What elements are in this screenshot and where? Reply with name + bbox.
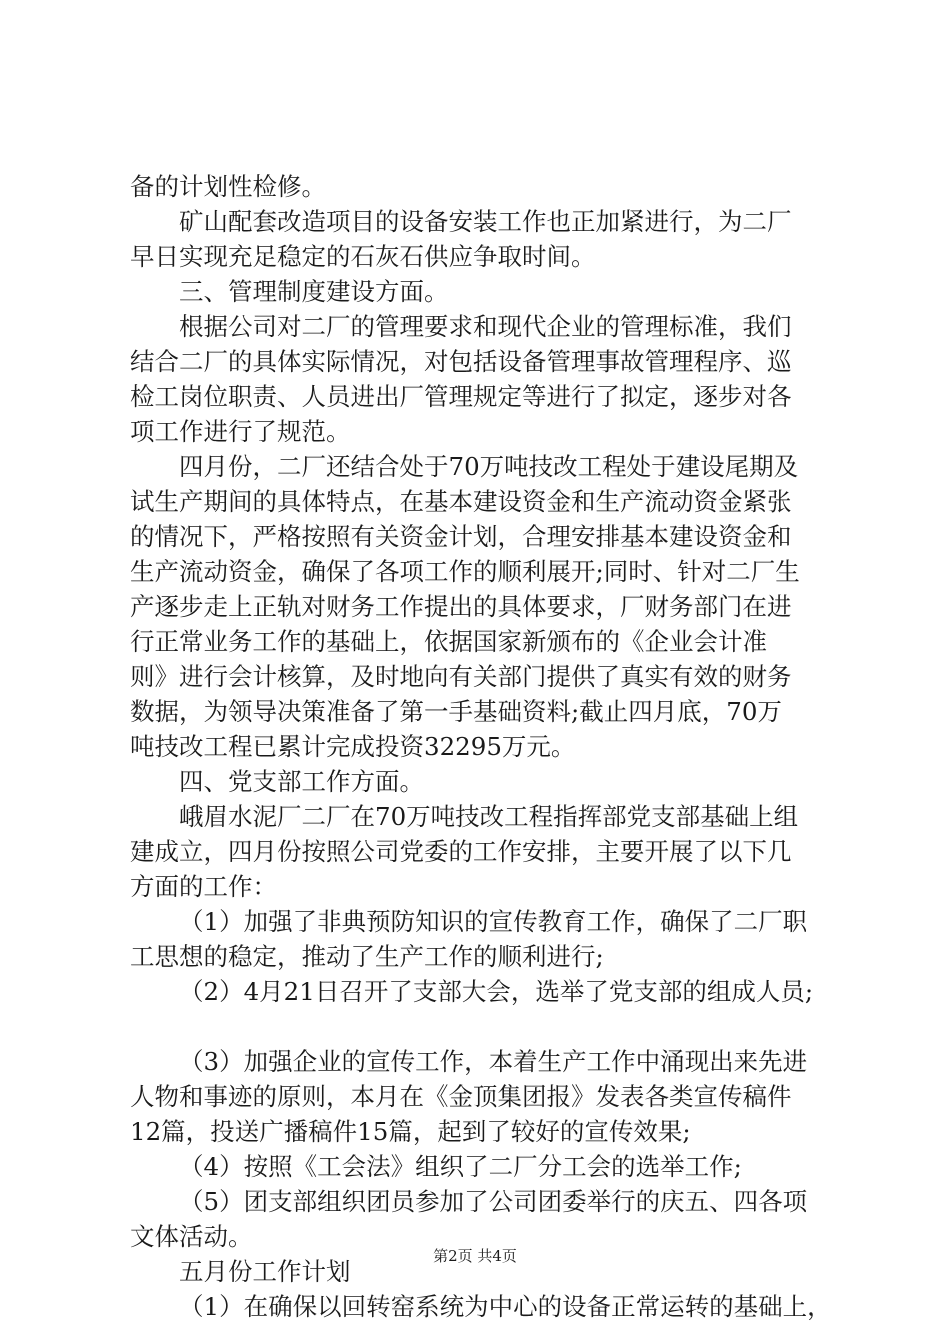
text-line: 检工岗位职责、人员进出厂管理规定等进行了拟定，逐步对各	[130, 382, 792, 411]
section-heading: 四、党支部工作方面。	[179, 767, 424, 796]
text-line: 的情况下，严格按照有关资金计划，合理安排基本建设资金和	[130, 522, 792, 551]
text-line: 生产流动资金，确保了各项工作的顺利展开;同时、针对二厂生	[130, 557, 800, 586]
text-line: 建成立，四月份按照公司党委的工作安排，主要开展了以下几	[130, 837, 792, 866]
text-line: 项工作进行了规范。	[130, 417, 351, 446]
text-line: 矿山配套改造项目的设备安装工作也正加紧进行，为二厂	[179, 207, 792, 236]
text-line: 产逐步走上正轨对财务工作提出的具体要求，厂财务部门在进	[130, 592, 792, 621]
list-item: （5）团支部组织团员参加了公司团委举行的庆五、四各项	[179, 1187, 808, 1216]
text-line: 备的计划性检修。	[130, 172, 326, 201]
text-line: 峨眉水泥厂二厂在70万吨技改工程指挥部党支部基础上组	[179, 802, 799, 831]
text-line: 根据公司对二厂的管理要求和现代企业的管理标准，我们	[179, 312, 792, 341]
list-item: （4）按照《工会法》组织了二厂分工会的选举工作;	[179, 1152, 742, 1181]
section-heading: 五月份工作计划	[179, 1257, 351, 1286]
text-line: 工思想的稳定，推动了生产工作的顺利进行;	[130, 942, 604, 971]
text-line: 行正常业务工作的基础上，依据国家新颁布的《企业会计准	[130, 627, 767, 656]
text-line: 四月份，二厂还结合处于70万吨技改工程处于建设尾期及	[179, 452, 799, 481]
text-line: 数据，为领导决策准备了第一手基础资料;截止四月底，70万	[130, 697, 782, 726]
text-line: 结合二厂的具体实际情况，对包括设备管理事故管理程序、巡	[130, 347, 792, 376]
list-item: （1）在确保以回转窑系统为中心的设备正常运转的基础上，	[179, 1292, 832, 1321]
list-item: （2）4月21日召开了支部大会，选举了党支部的组成人员;	[179, 977, 814, 1006]
text-line: 人物和事迹的原则，本月在《金顶集团报》发表各类宣传稿件	[130, 1082, 792, 1111]
text-line: 则》进行会计核算，及时地向有关部门提供了真实有效的财务	[130, 662, 792, 691]
list-item: （3）加强企业的宣传工作，本着生产工作中涌现出来先进	[179, 1047, 808, 1076]
text-line: 试生产期间的具体特点，在基本建设资金和生产流动资金紧张	[130, 487, 792, 516]
text-line: 吨技改工程已累计完成投资32295万元。	[130, 732, 576, 761]
text-line: 文体活动。	[130, 1222, 253, 1251]
text-line: 方面的工作：	[130, 872, 277, 901]
page-number-footer: 第2页 共4页	[433, 1247, 517, 1265]
list-item: （1）加强了非典预防知识的宣传教育工作，确保了二厂职	[179, 907, 808, 936]
section-heading: 三、管理制度建设方面。	[179, 277, 449, 306]
text-line: 12篇，投送广播稿件15篇，起到了较好的宣传效果;	[130, 1117, 691, 1146]
text-line: 早日实现充足稳定的石灰石供应争取时间。	[130, 242, 596, 271]
